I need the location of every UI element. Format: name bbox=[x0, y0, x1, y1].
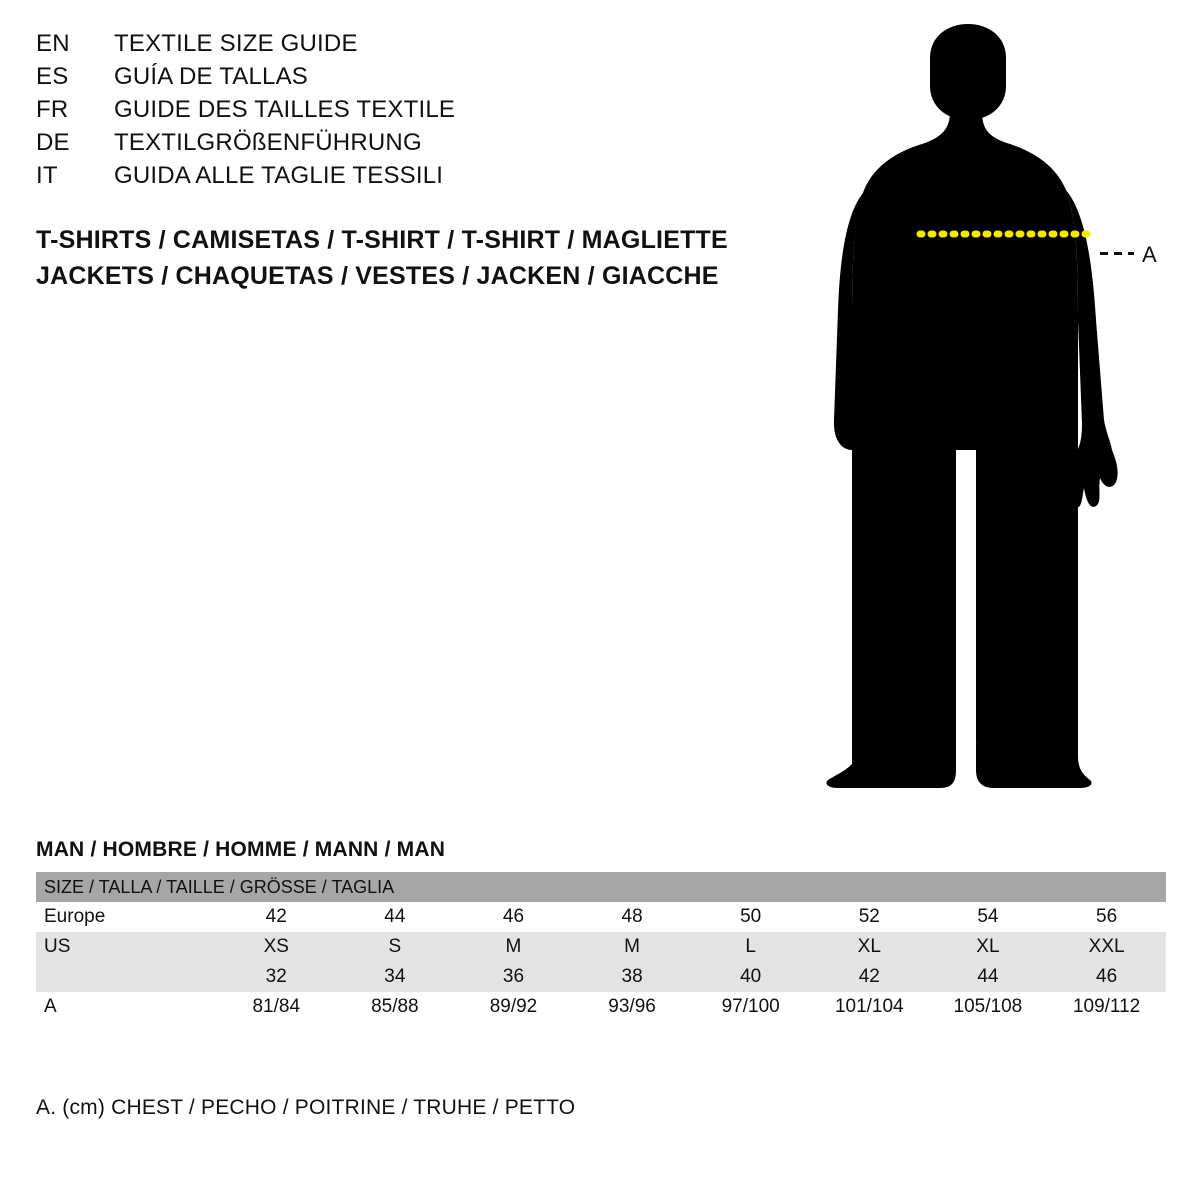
body-silhouette-figure bbox=[790, 20, 1190, 790]
language-title: GUIDA ALLE TAGLIE TESSILI bbox=[114, 162, 444, 189]
language-title: TEXTILE SIZE GUIDE bbox=[114, 30, 358, 57]
row-label: US bbox=[36, 932, 217, 962]
cell: XS bbox=[217, 932, 336, 962]
cell: 54 bbox=[929, 902, 1048, 932]
footnote-chest-measure: A. (cm) CHEST / PECHO / POITRINE / TRUHE / PETTO bbox=[36, 1096, 576, 1119]
table-header-row bbox=[36, 872, 1166, 902]
cell: 48 bbox=[573, 902, 692, 932]
table-row bbox=[36, 902, 1166, 932]
cell: 85/88 bbox=[336, 992, 455, 1022]
language-row bbox=[36, 162, 796, 195]
cell: 42 bbox=[217, 902, 336, 932]
size-table-section bbox=[36, 838, 1166, 1022]
cell: XXL bbox=[1047, 932, 1166, 962]
cell: M bbox=[454, 932, 573, 962]
cell: 93/96 bbox=[573, 992, 692, 1022]
cell: 97/100 bbox=[691, 992, 810, 1022]
cell: 52 bbox=[810, 902, 929, 932]
cell: 109/112 bbox=[1047, 992, 1166, 1022]
language-code: FR bbox=[36, 96, 69, 123]
category-tshirts: T-SHIRTS / CAMISETAS / T-SHIRT / T-SHIRT / MAGLIETTE bbox=[36, 226, 728, 254]
cell: 44 bbox=[929, 962, 1048, 992]
table-row bbox=[36, 992, 1166, 1022]
cell: 46 bbox=[1047, 962, 1166, 992]
language-title: GUIDE DES TAILLES TEXTILE bbox=[114, 96, 456, 123]
table-header-label: SIZE / TALLA / TAILLE / GRÖSSE / TAGLIA bbox=[36, 872, 1166, 902]
cell: 89/92 bbox=[454, 992, 573, 1022]
language-title: GUÍA DE TALLAS bbox=[114, 63, 308, 90]
cell: 32 bbox=[217, 962, 336, 992]
cell: XL bbox=[810, 932, 929, 962]
cell: 34 bbox=[336, 962, 455, 992]
cell: 40 bbox=[691, 962, 810, 992]
cell: 38 bbox=[573, 962, 692, 992]
cell: 50 bbox=[691, 902, 810, 932]
cell: S bbox=[336, 932, 455, 962]
table-row bbox=[36, 932, 1166, 962]
row-label: A bbox=[36, 992, 217, 1022]
language-list bbox=[36, 30, 796, 195]
category-jackets: JACKETS / CHAQUETAS / VESTES / JACKEN / GIACCHE bbox=[36, 262, 719, 290]
cell: 44 bbox=[336, 902, 455, 932]
table-row bbox=[36, 962, 1166, 992]
cell: 101/104 bbox=[810, 992, 929, 1022]
language-row bbox=[36, 30, 796, 63]
row-label bbox=[36, 962, 217, 992]
cell: M bbox=[573, 932, 692, 962]
male-silhouette-icon bbox=[790, 20, 1190, 790]
cell: 56 bbox=[1047, 902, 1166, 932]
gender-title: MAN / HOMBRE / HOMME / MANN / MAN bbox=[36, 838, 446, 861]
cell: XL bbox=[929, 932, 1048, 962]
language-code: IT bbox=[36, 162, 58, 189]
cell: 36 bbox=[454, 962, 573, 992]
language-code: EN bbox=[36, 30, 70, 57]
cell: L bbox=[691, 932, 810, 962]
language-code: DE bbox=[36, 129, 70, 156]
cell: 42 bbox=[810, 962, 929, 992]
language-row bbox=[36, 63, 796, 96]
language-title: TEXTILGRÖßENFÜHRUNG bbox=[114, 129, 422, 156]
language-code: ES bbox=[36, 63, 69, 90]
language-row bbox=[36, 129, 796, 162]
cell: 46 bbox=[454, 902, 573, 932]
size-table bbox=[36, 872, 1166, 1022]
cell: 105/108 bbox=[929, 992, 1048, 1022]
language-row bbox=[36, 96, 796, 129]
measure-leader-line bbox=[1100, 252, 1134, 255]
row-label: Europe bbox=[36, 902, 217, 932]
cell: 81/84 bbox=[217, 992, 336, 1022]
measure-label-a: A bbox=[1142, 242, 1157, 267]
